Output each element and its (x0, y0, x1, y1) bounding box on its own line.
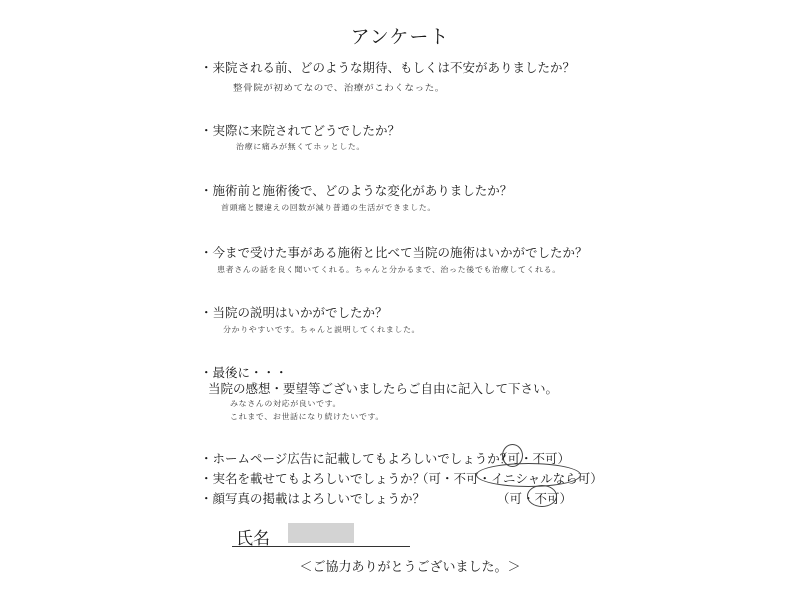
question-1: ・来院される前、どのような期待、もしくは不安がありましたか？ (200, 60, 576, 75)
answer-6-line-2: これまで、お世話になり続けたいです。 (230, 412, 384, 421)
consent-realname: ・実名を載せてもよろしいでしょうか？ (200, 471, 426, 486)
survey-title: アンケート (350, 26, 450, 48)
answer-1: 整骨院が初めてなので、治療がこわくなった。 (233, 83, 445, 94)
answer-6: みなさんの対応が良いです。 (230, 399, 342, 408)
selected-option-circle (527, 485, 557, 507)
consent-realname-options: （可・不可・イニシャルなら可） (416, 471, 603, 486)
question-5: ・当院の説明はいかがでしたか？ (200, 305, 388, 320)
answer-5: 分かりやすいです。ちゃんと説明してくれました。 (223, 325, 421, 334)
answer-4: 患者さんの話を良く聞いてくれる。ちゃんと分かるまで、治った後でも治療してくれる。 (217, 265, 561, 274)
question-6-detail: 当院の感想・要望等ございましたらご自由に記入して下さい。 (208, 381, 559, 396)
consent-homepage: ・ホームページ広告に記載してもよろしいでしょうか？ (200, 451, 513, 466)
answer-2: 治療に痛みが無くてホッとした。 (236, 142, 365, 151)
question-4: ・今まで受けた事がある施術と比べて当院の施術はいかがでしたか？ (200, 245, 588, 260)
consent-photo-options: （可・不可） (497, 491, 573, 506)
selected-option-circle (476, 463, 581, 487)
thanks-message: ＜ご協力ありがとうございました。＞ (299, 560, 521, 575)
question-6: ・最後に・・・ (200, 365, 288, 380)
name-label: 氏名 (236, 529, 270, 549)
name-underline (232, 546, 410, 547)
redacted-name (288, 523, 354, 543)
question-2: ・実際に来院されてどうでしたか？ (200, 123, 401, 138)
answer-3: 首頭痛と腰違えの回数が減り普通の生活ができました。 (221, 203, 436, 212)
consent-photo: ・顔写真の掲載はよろしいでしょうか？ (200, 491, 426, 506)
question-3: ・施術前と施術後で、どのような変化がありましたか？ (200, 183, 513, 198)
consent-homepage-options: （可・不可） (495, 451, 571, 466)
